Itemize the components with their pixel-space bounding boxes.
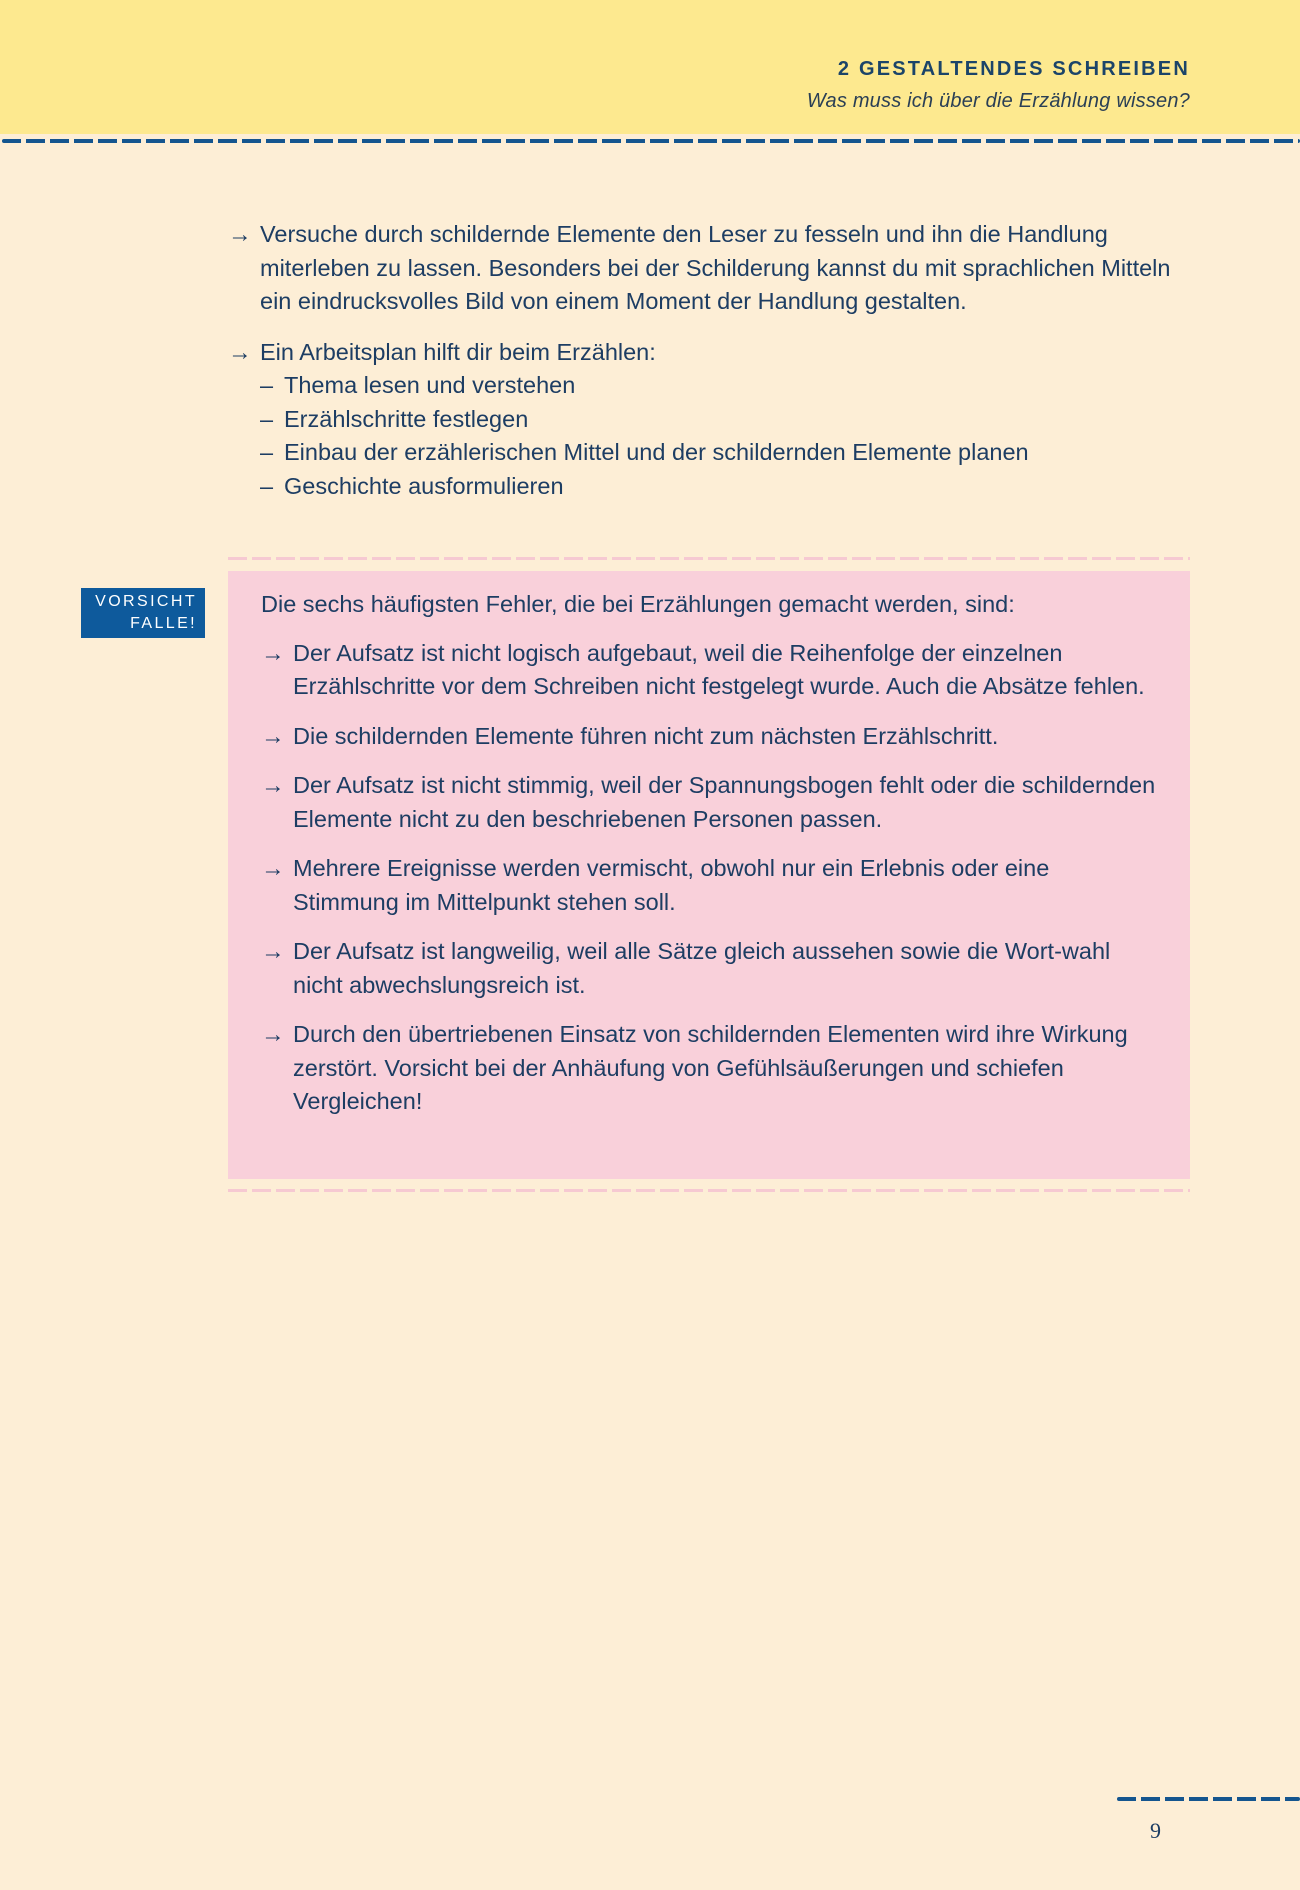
chapter-subtitle: Was muss ich über die Erzählung wissen?: [806, 90, 1190, 112]
arrow-right-icon: →: [261, 772, 285, 798]
arrow-right-icon: →: [261, 938, 285, 964]
arrow-right-icon: →: [261, 1021, 285, 1047]
mistake-item: → Die schildernden Elemente führen nicht zum nächsten Erzählschritt.: [261, 720, 1161, 754]
footer-dashed-divider: [1117, 1797, 1300, 1801]
arrow-right-icon: →: [228, 221, 252, 247]
dash-icon: –: [260, 405, 274, 432]
work-plan-list: [260, 369, 1188, 503]
mistake-item: → Der Aufsatz ist nicht stimmig, weil der Spannungsbogen fehlt oder die schildernden Elemente nicht zu den beschriebenen Personen passen.: [261, 769, 1161, 836]
list-item: – Erzählschritte festlegen: [260, 403, 1188, 437]
badge-line-1: VORSICHT: [95, 593, 197, 610]
warning-intro: Die sechs häufigsten Fehler, die bei Erzählungen gemacht werden, sind:: [261, 591, 1015, 617]
mistake-item: → Durch den übertriebenen Einsatz von schildernden Elementen wird ihre Wirkung zerstört. Vorsicht bei der Anhäufung von Gefühlsäußerungen und schiefen Vergleichen!: [261, 1018, 1161, 1119]
intro-bullet: [228, 218, 1188, 319]
list-item: – Einbau der erzählerischen Mittel und der schildernden Elemente planen: [260, 436, 1188, 470]
bullet-text: Ein Arbeitsplan hilft dir beim Erzählen:: [260, 338, 656, 365]
bullet-text: Versuche durch schildernde Elemente den Leser zu fesseln und ihn die Handlung miterleben zu lassen. Besonders bei der Schilderung kannst du mit sprachlichen Mitteln ein eindrucksvolles Bild von einem Moment der Handlung gestalten.: [260, 221, 1171, 314]
chapter-title: 2 GESTALTENDES SCHREIBEN: [837, 58, 1190, 80]
dash-icon: –: [260, 372, 274, 398]
warning-badge: [81, 588, 205, 638]
mistake-item: → Mehrere Ereignisse werden vermischt, obwohl nur ein Erlebnis oder eine Stimmung im Mittelpunkt stehen soll.: [261, 852, 1161, 919]
list-item: – Geschichte ausformulieren: [260, 470, 1188, 504]
page-number: 9: [1150, 1818, 1161, 1843]
dash-icon: –: [260, 472, 274, 499]
intro-section: [228, 218, 1188, 520]
intro-bullet: [228, 336, 1188, 504]
arrow-right-icon: →: [228, 338, 252, 365]
dash-icon: –: [260, 439, 274, 465]
warning-box: [228, 571, 1190, 1179]
warning-top-divider: [228, 557, 1190, 560]
badge-line-2: FALLE!: [130, 615, 197, 632]
arrow-right-icon: →: [261, 639, 285, 666]
warning-bottom-divider: [228, 1189, 1190, 1192]
mistake-item: → Der Aufsatz ist langweilig, weil alle Sätze gleich aussehen sowie die Wort-wahl nicht abwechslungsreich ist.: [261, 935, 1161, 1002]
arrow-right-icon: →: [261, 722, 285, 749]
page-header: [0, 0, 1300, 134]
arrow-right-icon: →: [261, 855, 285, 881]
header-dashed-divider: [2, 139, 1300, 143]
mistake-item: → Der Aufsatz ist nicht logisch aufgebaut, weil die Reihenfolge der einzelnen Erzählschritte vor dem Schreiben nicht festgelegt wurde. Auch die Absätze fehlen.: [261, 637, 1161, 704]
list-item: – Thema lesen und verstehen: [260, 369, 1188, 403]
